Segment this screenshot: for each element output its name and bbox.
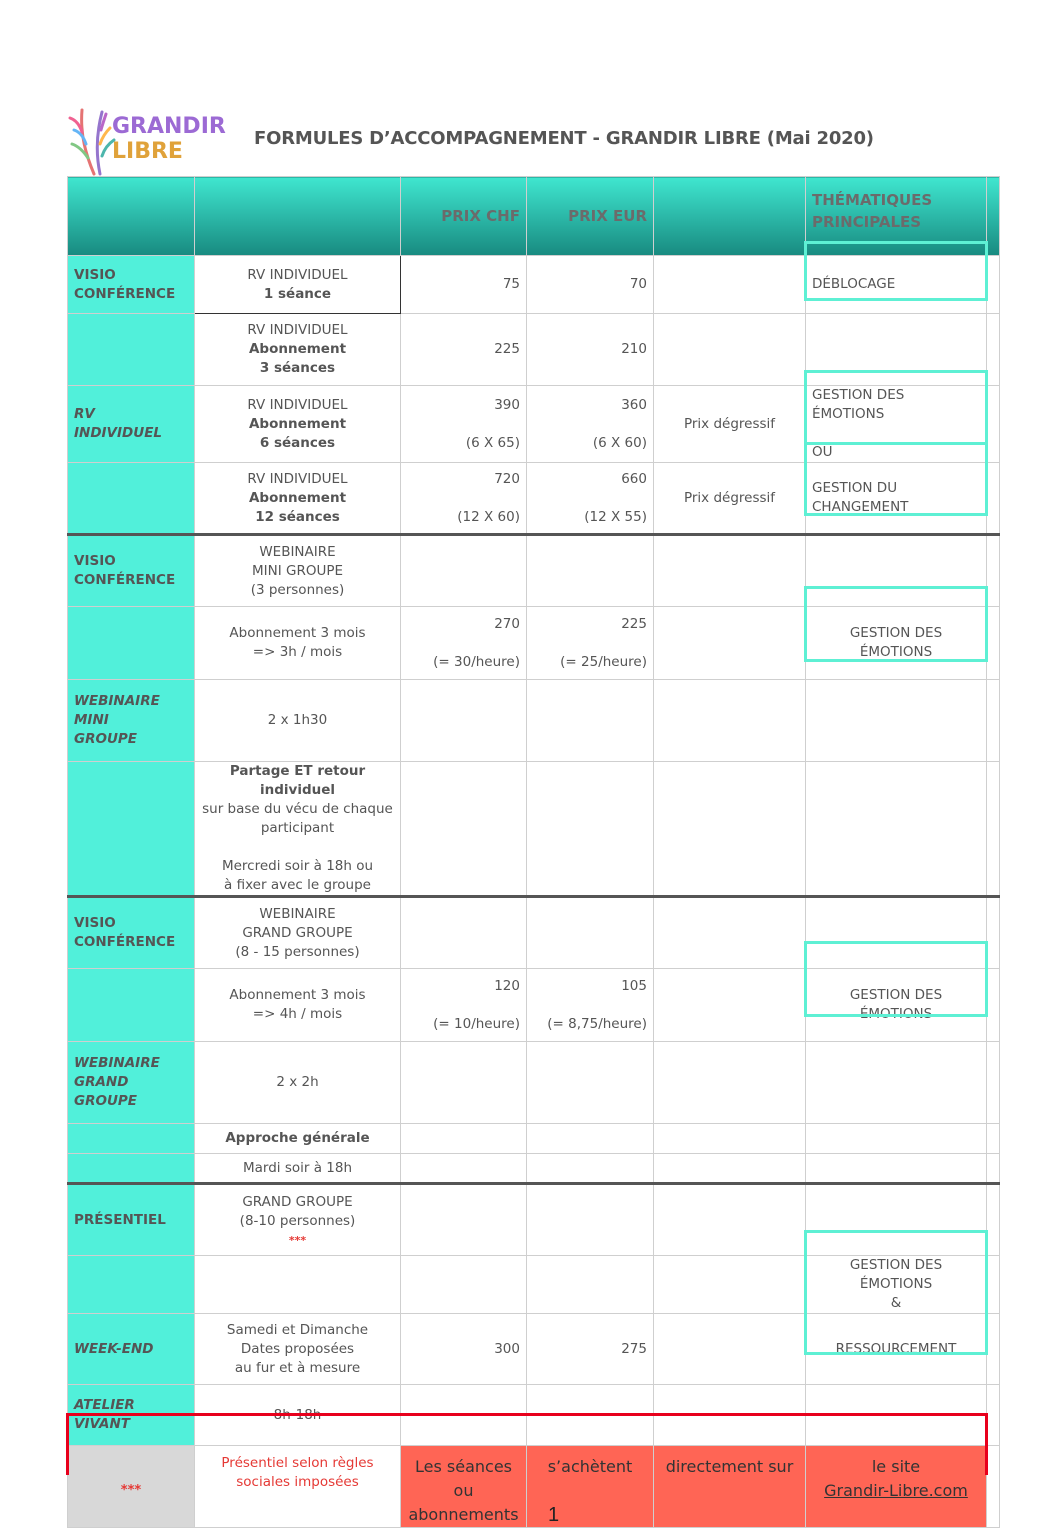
category-label: CONFÉRENCE — [74, 934, 176, 950]
formule-text: Partage ET retour individuel — [229, 763, 366, 798]
category-label: VISIO — [74, 553, 116, 569]
table-row — [68, 463, 1000, 535]
price-value: 660 — [621, 470, 647, 487]
price-eur-cell — [527, 1042, 654, 1124]
price-chf-cell — [401, 1184, 527, 1256]
table-row — [68, 1154, 1000, 1184]
table-row — [68, 535, 1000, 607]
table-row — [68, 1124, 1000, 1154]
category-label: PRÉSENTIEL — [74, 1211, 166, 1228]
formule-cell: 2 x 2h — [195, 1042, 401, 1124]
price-chf-cell — [401, 1385, 527, 1446]
table-row — [68, 386, 1000, 463]
category-label: VISIO — [74, 266, 116, 283]
table-row — [68, 1256, 1000, 1314]
theme-text: GESTION DES ÉMOTIONS — [812, 387, 905, 422]
theme-text: OU — [812, 444, 833, 460]
category-label: ATELIER — [74, 1397, 135, 1413]
category-label: RV — [74, 406, 95, 422]
formule-text: RV INDIVIDUEL — [247, 322, 348, 338]
price-value: 720 — [494, 470, 520, 487]
footer-cell — [987, 1446, 1000, 1528]
formule-text: 6 séances — [259, 434, 336, 451]
footer-note-text: Présentiel selon règles — [221, 1455, 374, 1471]
page-title: FORMULES D’ACCOMPAGNEMENT - GRANDIR LIBRE (Mai 2020) — [254, 128, 874, 149]
note-cell — [654, 314, 806, 386]
theme-text: CHANGEMENT — [812, 499, 909, 515]
price-eur-cell: 275 — [527, 1314, 654, 1385]
formule-text: Abonnement — [248, 489, 347, 506]
price-chf-cell: 225 — [401, 314, 527, 386]
formule-cell — [195, 1314, 401, 1385]
logo-text-line2: LIBRE — [112, 139, 183, 164]
price-chf-cell — [401, 1124, 527, 1154]
footer-note-text: sociales imposées — [236, 1474, 359, 1490]
theme-text: & — [890, 1295, 902, 1311]
category-label: GROUPE — [74, 1093, 138, 1109]
formule-text: à fixer avec le groupe — [224, 877, 371, 893]
category-cell — [68, 463, 195, 535]
category-cell — [68, 1124, 195, 1154]
footer-cell — [401, 1446, 527, 1528]
price-chf-cell — [401, 386, 527, 463]
price-detail: (= 25/heure) — [560, 653, 647, 670]
category-label: MINI — [74, 712, 109, 728]
footer-cell: s’achètent — [527, 1446, 654, 1528]
category-cell — [68, 762, 195, 897]
formule-text: GRAND GROUPE — [242, 924, 353, 941]
formule-text: au fur et à mesure — [234, 1359, 361, 1376]
header-thematiques-line1: THÉMATIQUES — [812, 191, 933, 209]
price-detail: (6 X 60) — [592, 434, 647, 451]
category-cell — [68, 607, 195, 680]
formule-text: Abonnement — [248, 341, 347, 357]
category-cell — [68, 897, 195, 969]
price-chf-cell — [401, 762, 527, 897]
asterisk-note: *** — [288, 1234, 307, 1247]
price-eur-cell — [527, 1184, 654, 1256]
header-prix-chf: PRIX CHF — [401, 177, 527, 256]
note-cell — [654, 1124, 806, 1154]
category-cell — [68, 1385, 195, 1446]
table-row — [68, 1042, 1000, 1124]
formule-cell: 2 x 1h30 — [195, 680, 401, 762]
category-label: CONFÉRENCE — [74, 285, 176, 302]
note-cell — [654, 1184, 806, 1256]
category-label: GRAND — [74, 1074, 129, 1090]
note-cell — [654, 1385, 806, 1446]
formule-text: sur base du vécu de chaque — [202, 801, 393, 817]
header-cell-empty — [654, 177, 806, 256]
table-row — [68, 969, 1000, 1042]
price-value: 120 — [494, 977, 520, 994]
formule-cell — [195, 463, 401, 535]
formule-text: Abonnement — [248, 415, 347, 432]
theme-cell — [806, 535, 987, 607]
table-row — [68, 607, 1000, 680]
price-eur-cell — [527, 535, 654, 607]
price-value: 270 — [494, 615, 520, 632]
table-row — [68, 680, 1000, 762]
header-thematiques-line2: PRINCIPALES — [812, 213, 922, 231]
note-cell — [654, 1314, 806, 1385]
category-cell — [68, 256, 195, 314]
formule-text: MINI GROUPE — [251, 562, 344, 579]
price-detail: (12 X 60) — [457, 508, 520, 525]
table-row — [68, 1385, 1000, 1446]
price-eur-cell — [527, 607, 654, 680]
footer-text: le site — [871, 1457, 921, 1476]
formule-text: Dates proposées — [240, 1340, 355, 1357]
formule-cell — [195, 969, 401, 1042]
footer-cell — [806, 1446, 987, 1528]
spacer-cell — [987, 1385, 1000, 1446]
note-cell — [654, 607, 806, 680]
formule-text: 12 séances — [255, 508, 340, 525]
spacer-cell — [987, 314, 1000, 386]
formule-cell — [195, 386, 401, 463]
theme-cell — [806, 1184, 987, 1256]
formule-text: => 4h / mois — [252, 1006, 343, 1022]
price-eur-cell — [527, 1124, 654, 1154]
spacer-cell — [987, 1124, 1000, 1154]
wheat-icon — [70, 110, 114, 174]
formule-cell — [195, 1184, 401, 1256]
price-value: 105 — [621, 977, 647, 994]
formule-text: Mercredi soir à 18h ou — [221, 858, 374, 874]
category-label: INDIVIDUEL — [74, 425, 163, 441]
page-number: 1 — [548, 1504, 560, 1526]
note-cell: Prix dégressif — [654, 386, 806, 463]
formule-text: RV INDIVIDUEL — [247, 396, 348, 413]
spacer-cell — [987, 1256, 1000, 1314]
table-row — [68, 1184, 1000, 1256]
price-detail: (12 X 55) — [584, 508, 647, 525]
theme-cell: GESTION DES ÉMOTIONS — [806, 607, 987, 680]
theme-cell — [806, 1124, 987, 1154]
price-chf-cell — [401, 969, 527, 1042]
footer-asterisk: *** — [68, 1446, 195, 1528]
formule-text: Abonnement 3 mois — [229, 987, 366, 1003]
price-detail: (= 10/heure) — [433, 1015, 520, 1032]
formule-text: WEBINAIRE — [259, 543, 336, 560]
formule-cell — [195, 1256, 401, 1314]
note-cell — [654, 256, 806, 314]
formule-cell — [195, 607, 401, 680]
theme-cell — [806, 1385, 987, 1446]
theme-cell — [806, 386, 987, 463]
category-label: VISIO — [74, 915, 116, 931]
note-cell — [654, 1154, 806, 1184]
formule-text: 3 séances — [259, 360, 336, 376]
price-eur-cell: 70 — [527, 256, 654, 314]
price-eur-cell — [527, 897, 654, 969]
spacer-cell — [987, 762, 1000, 897]
formule-text: (3 personnes) — [250, 581, 345, 598]
theme-cell — [806, 680, 987, 762]
price-eur-cell — [527, 969, 654, 1042]
table-row — [68, 314, 1000, 386]
formule-cell — [195, 897, 401, 969]
price-chf-cell — [401, 897, 527, 969]
theme-text: GESTION DES ÉMOTIONS — [849, 1257, 943, 1292]
table-row — [68, 762, 1000, 897]
price-value: 225 — [621, 615, 647, 632]
category-label: GROUPE — [74, 731, 138, 747]
formules-table — [67, 176, 1000, 1528]
formule-text: Samedi et Dimanche — [226, 1321, 369, 1338]
category-cell — [68, 386, 195, 463]
formule-text: RV INDIVIDUEL — [247, 470, 348, 487]
logo-text-line1: GRANDIR — [112, 114, 226, 139]
price-chf-cell — [401, 1154, 527, 1184]
note-cell — [654, 762, 806, 897]
spacer-cell — [987, 463, 1000, 535]
category-label: VIVANT — [74, 1416, 130, 1432]
price-eur-cell — [527, 463, 654, 535]
category-cell — [68, 969, 195, 1042]
formule-text: 1 séance — [263, 285, 332, 302]
formule-text: RV INDIVIDUEL — [247, 266, 348, 283]
formule-text: GRAND GROUPE — [242, 1194, 353, 1210]
spacer-cell — [987, 256, 1000, 314]
table-row — [68, 897, 1000, 969]
formule-cell — [195, 535, 401, 607]
spacer-cell — [987, 680, 1000, 762]
category-label: WEBINAIRE — [74, 693, 160, 709]
header-prix-eur: PRIX EUR — [527, 177, 654, 256]
spacer-cell — [987, 1154, 1000, 1184]
spacer-cell — [987, 535, 1000, 607]
theme-cell — [806, 897, 987, 969]
price-value: 360 — [621, 396, 647, 413]
theme-cell: DÉBLOCAGE — [806, 256, 987, 314]
category-cell — [68, 1184, 195, 1256]
footer-text: abonnements — [408, 1505, 519, 1524]
price-detail: (= 8,75/heure) — [547, 1015, 647, 1032]
formule-text: WEBINAIRE — [259, 905, 336, 922]
price-chf-cell — [401, 680, 527, 762]
header-cell-empty — [195, 177, 401, 256]
price-detail: (6 X 65) — [465, 434, 520, 451]
website-link[interactable]: Grandir-Libre.com — [824, 1481, 968, 1500]
footer-text: Les séances ou — [415, 1457, 512, 1500]
price-chf-cell — [401, 1042, 527, 1124]
theme-cell: GESTION DES ÉMOTIONS — [806, 969, 987, 1042]
footer-presentiel-note — [195, 1446, 401, 1528]
theme-cell — [806, 762, 987, 897]
formule-text: (8 - 15 personnes) — [235, 943, 360, 960]
formule-cell — [195, 762, 401, 897]
category-cell — [68, 1042, 195, 1124]
category-label: WEBINAIRE — [74, 1055, 160, 1071]
grandir-libre-logo — [66, 100, 226, 178]
spacer-cell — [987, 607, 1000, 680]
price-chf-cell: 300 — [401, 1314, 527, 1385]
theme-cell — [806, 1154, 987, 1184]
formule-text: Abonnement 3 mois — [229, 625, 366, 641]
spacer-cell — [987, 1184, 1000, 1256]
spacer-cell — [987, 1314, 1000, 1385]
note-cell — [654, 1256, 806, 1314]
category-label: WEEK-END — [74, 1340, 154, 1357]
table-row — [68, 256, 1000, 314]
table-header-row — [68, 177, 1000, 256]
price-chf-cell — [401, 463, 527, 535]
theme-cell — [806, 1042, 987, 1124]
spacer-cell — [987, 1042, 1000, 1124]
category-cell — [68, 314, 195, 386]
theme-cell — [806, 1256, 987, 1314]
footer-row — [68, 1446, 1000, 1528]
formule-cell — [195, 314, 401, 386]
formule-text: => 3h / mois — [252, 644, 343, 660]
price-eur-cell — [527, 680, 654, 762]
header-cell-empty — [68, 177, 195, 256]
category-cell — [68, 1256, 195, 1314]
note-cell — [654, 969, 806, 1042]
price-eur-cell — [527, 762, 654, 897]
price-eur-cell — [527, 1385, 654, 1446]
price-chf-cell — [401, 607, 527, 680]
table-row — [68, 1314, 1000, 1385]
price-value: 390 — [494, 396, 520, 413]
note-cell — [654, 897, 806, 969]
price-detail: (= 30/heure) — [433, 653, 520, 670]
price-chf-cell — [401, 535, 527, 607]
formule-cell: Mardi soir à 18h — [195, 1154, 401, 1184]
theme-cell — [806, 314, 987, 386]
category-cell — [68, 680, 195, 762]
category-cell — [68, 1314, 195, 1385]
note-cell: Prix dégressif — [654, 463, 806, 535]
spacer-cell — [987, 969, 1000, 1042]
price-eur-cell — [527, 1256, 654, 1314]
theme-cell — [806, 463, 987, 535]
theme-text: GESTION DU — [812, 480, 898, 496]
footer-cell: directement sur — [654, 1446, 806, 1528]
price-eur-cell — [527, 386, 654, 463]
category-label: CONFÉRENCE — [74, 572, 176, 588]
formule-cell: Approche générale — [195, 1124, 401, 1154]
formule-cell: 8h-18h — [195, 1385, 401, 1446]
spacer-cell — [987, 386, 1000, 463]
formule-text: participant — [260, 820, 335, 836]
theme-cell: RESSOURCEMENT — [806, 1314, 987, 1385]
category-cell — [68, 535, 195, 607]
price-chf-cell: 75 — [401, 256, 527, 314]
note-cell — [654, 535, 806, 607]
header-thematiques — [806, 177, 987, 256]
category-cell — [68, 1154, 195, 1184]
formule-text: (8-10 personnes) — [239, 1213, 356, 1229]
price-eur-cell: 210 — [527, 314, 654, 386]
note-cell — [654, 1042, 806, 1124]
price-chf-cell — [401, 1256, 527, 1314]
price-eur-cell — [527, 1154, 654, 1184]
spacer-cell — [987, 897, 1000, 969]
formule-cell — [195, 256, 401, 314]
header-cell-empty — [987, 177, 1000, 256]
note-cell — [654, 680, 806, 762]
